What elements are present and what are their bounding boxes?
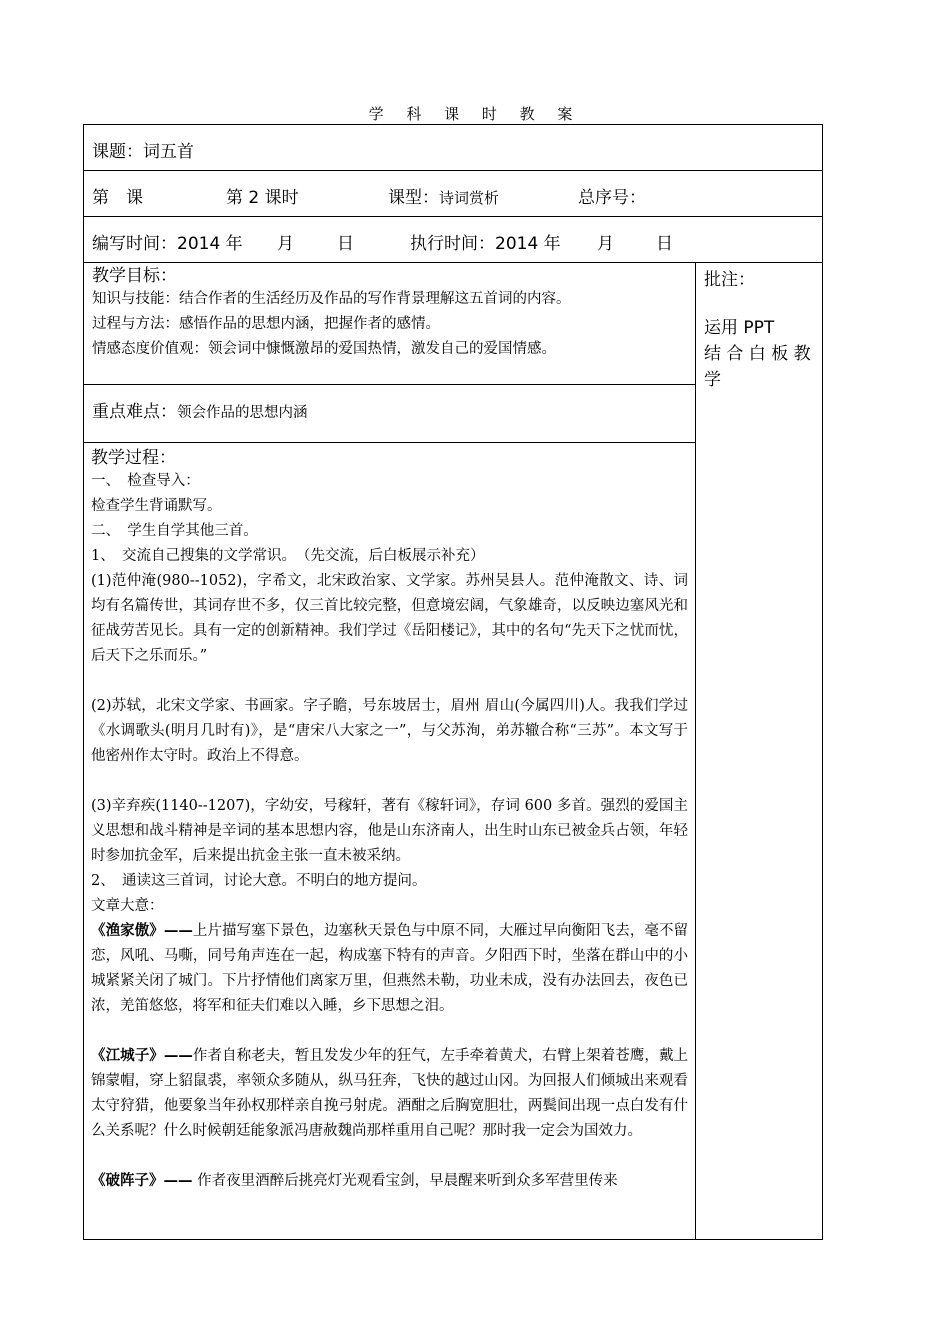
serial-label: 总序号：	[578, 188, 646, 208]
spacer	[91, 669, 688, 694]
spacer	[704, 293, 814, 315]
type-label: 课型：	[388, 188, 439, 208]
poem-pozhenzi-title: 《破阵子》——	[91, 1173, 193, 1189]
write-year: 2014 年	[177, 234, 243, 254]
annotation-column	[695, 263, 822, 1239]
annotation-line-2: 结 合 白 板 教	[704, 344, 811, 364]
exec-month: 月	[597, 234, 614, 254]
step-2-2: 2、 通读这三首词，讨论大意。不明白的地方提问。	[91, 873, 427, 889]
key-points-value: 领会作品的思想内涵	[177, 405, 308, 421]
annotation-line-1: 运用 PPT	[704, 318, 775, 338]
annotation-title: 批注：	[704, 270, 755, 290]
process-title: 教学过程：	[91, 448, 176, 468]
type-field	[388, 183, 499, 208]
poem-jiangchengzi-summary	[91, 1044, 688, 1144]
process-section	[84, 443, 695, 1239]
type-value: 诗词赏析	[439, 189, 500, 207]
annotation-line-3: 学	[704, 370, 721, 390]
step-1-text: 检查学生背诵默写。	[91, 498, 222, 514]
poem-jiangchengzi-title: 《江城子》——	[91, 1048, 193, 1064]
poem-pozhenzi-summary	[91, 1169, 688, 1194]
write-day: 日	[337, 234, 354, 254]
topic-label: 课题：	[92, 142, 143, 162]
spacer	[91, 1019, 688, 1044]
time-row	[84, 217, 822, 263]
write-month: 月	[277, 234, 294, 254]
su-shi-bio: (2)苏轼，北宋文学家、书画家。字子瞻，号东坡居士，眉州 眉山(今属四川)人。我我们学过《水调歌头(明月几时有)》，是“唐宋八大家之一”，与父苏洵，弟苏辙合称“三苏”。本文写于他密州作太守时。政治上不得意。	[91, 698, 688, 764]
exec-year: 2014 年	[495, 234, 561, 254]
topic-row	[84, 125, 822, 171]
objective-emotion: 情感态度价值观：领会词中慷慨激昂的爱国热情，激发自己的爱国情感。	[92, 341, 556, 357]
objective-knowledge: 知识与技能：结合作者的生活经历及作品的写作背景理解这五首词的内容。	[92, 291, 571, 307]
step-2-1: 1、 交流自己搜集的文学常识。 （先交流，后白板展示补充）	[91, 548, 485, 564]
key-points-line	[92, 401, 687, 426]
objective-process: 过程与方法：感悟作品的思想内涵，把握作者的感情。	[92, 316, 440, 332]
step-2-heading: 二、 学生自学其他三首。	[91, 523, 258, 539]
spacer	[91, 769, 688, 794]
step-1-heading: 一、 检查导入：	[91, 473, 200, 489]
key-points-label: 重点难点：	[92, 402, 177, 422]
fan-zhongyan-bio: (1)范仲淹(980--1052)，字希文，北宋政治家、文学家。苏州吴县人。范仲淹散文、诗、词均有名篇传世，其词存世不多，仅三首比较完整，但意境宏阔，气象雄奇，以反映边塞风光和征战劳苦见长。具有一定的创新精神。我们学过《岳阳楼记》，其中的名句“先天下之忧而忧，后天下之乐而乐。”	[91, 573, 688, 664]
xin-qiji-bio: (3)辛弃疾(1140--1207)，字幼安，号稼轩，著有《稼轩词》，存词 600 多首。强烈的爱国主义思想和战斗精神是辛词的基本思想内容，他是山东济南人，出生时山东已被金兵占领，年轻时参加抗金军，后来提出抗金主张一直未被采纳。	[91, 798, 688, 864]
objectives-section	[84, 263, 695, 385]
exec-time-field	[410, 229, 561, 254]
exec-day: 日	[656, 234, 673, 254]
lesson-row	[84, 171, 822, 217]
key-points-section	[84, 385, 695, 443]
write-time-field	[92, 229, 243, 254]
poem-jiangchengzi-text: 作者自称老夫，暂且发发少年的狂气，左手牵着黄犬，右臂上架着苍鹰，戴上锦蒙帽，穿上貂鼠裘，率领众多随从，纵马狂奔，飞快的越过山冈。为回报人们倾城出来观看太守狩猎，他要象当年孙权那样亲自挽弓射虎。酒酣之后胸宽胆壮，两鬓间出现一点白发有什么关系呢？什么时候朝廷能象派冯唐赦魏尚那样重用自己呢？那时我一定会为国效力。	[91, 1048, 689, 1139]
write-time-label: 编写时间：	[92, 234, 177, 254]
period-label: 第 2 课时	[226, 188, 299, 208]
poem-yujiaao-title: 《渔家傲》——	[91, 923, 193, 939]
objectives-title: 教学目标：	[92, 266, 177, 286]
poem-yujiaao-text: 上片描写塞下景色，边塞秋天景色与中原不同，大雁过早向衡阳飞去，毫不留恋，风吼、马嘶，同号角声连在一起，构成塞下特有的声音。夕阳西下时，坐落在群山中的小城紧紧关闭了城门。下片抒情他们离家万里，但燕然未勒，功业未成，没有办法回去，夜色已浓，羌笛悠悠，将军和征夫们难以入睡，乡下思想之泪。	[91, 923, 689, 1014]
summary-label: 文章大意：	[91, 898, 164, 914]
lesson-label: 第 课	[92, 188, 143, 208]
poem-yujiaao-summary	[91, 919, 688, 1019]
spacer	[91, 1144, 688, 1169]
poem-pozhenzi-text: 作者夜里酒醉后挑亮灯光观看宝剑，早晨醒来听到众多军营里传来	[192, 1173, 618, 1189]
page-title: 学 科 课 时 教 案	[368, 105, 582, 123]
exec-time-label: 执行时间：	[410, 234, 495, 254]
topic-value: 词五首	[143, 142, 194, 162]
topic-field	[92, 137, 194, 162]
lesson-plan-table	[83, 124, 823, 1240]
